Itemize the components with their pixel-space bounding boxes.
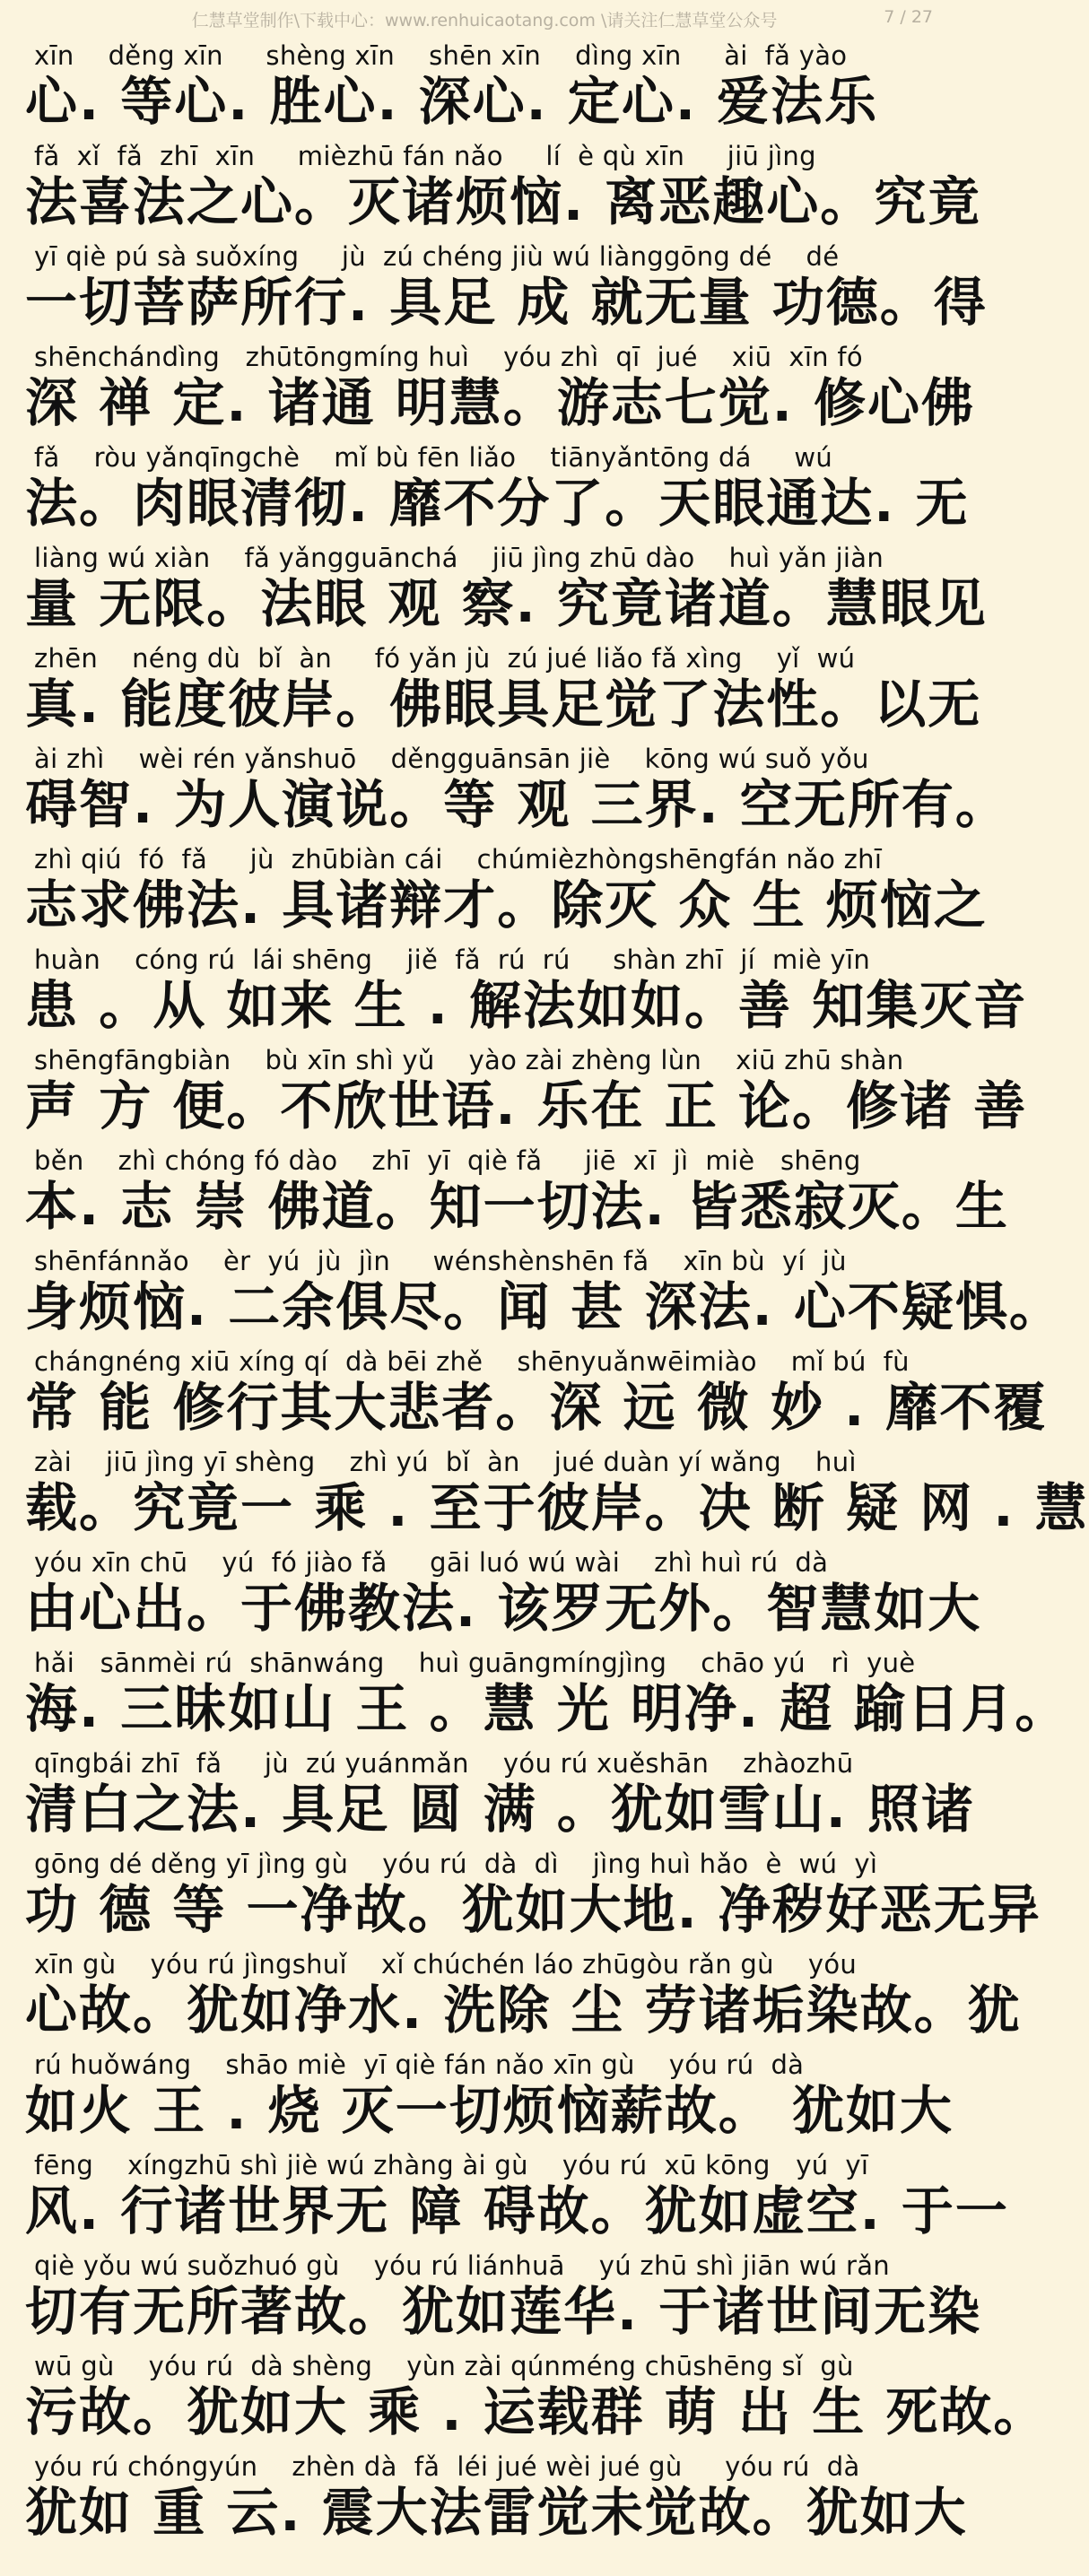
scripture-text-body [0, 36, 1089, 2547]
pinyin-line: xīn gù yóu rú jìngshuǐ xǐ chúchén láo zhūgòu rǎn gù yóu [34, 1949, 858, 1980]
pinyin-line: rú huǒwáng shāo miè yī qiè fán nǎo xīn gù yóu rú dà [34, 2049, 805, 2080]
pinyin-line: qiè yǒu wú suǒzhuó gù yóu rú liánhuā yú zhū shì jiān wú rǎn [34, 2250, 890, 2281]
text-line [0, 36, 969, 136]
text-line [0, 2346, 1048, 2447]
hanzi-line: 海. 三昧如山 王 。慧 光 明净. 超 踰日月。 [25, 1678, 1069, 1739]
pinyin-line: zài jiū jìng yī shèng zhì yú bǐ àn jué duàn yí wǎng huì [34, 1447, 857, 1477]
hanzi-line: 风. 行诸世界无 障 碍故。犹如虚空. 于一 [25, 2180, 1009, 2241]
text-line [0, 1643, 1069, 1744]
page-header [0, 0, 969, 36]
text-line [0, 1744, 976, 1844]
pinyin-line: shēngfāngbiàn bù xīn shì yǔ yào zài zhèng lùn xiū zhū shàn [34, 1045, 904, 1075]
text-line [0, 2447, 969, 2547]
text-line [0, 940, 1028, 1040]
hanzi-line: 心. 等心. 胜心. 深心. 定心. 爱法乐 [25, 71, 879, 132]
hanzi-line: 心故。犹如净水. 洗除 尘 劳诸垢染故。犹 [25, 1980, 1022, 2041]
pinyin-line: chángnéng xiū xíng qí dà bēi zhě shēnyuǎnwēimiào mǐ bú fù [34, 1346, 910, 1377]
text-line [0, 1141, 1009, 1241]
text-line [0, 840, 988, 940]
hanzi-line: 功 德 等 一净故。犹如大地. 净秽好恶无异 [25, 1879, 1041, 1940]
hanzi-line: 声 方 便。不欣世语. 乐在 正 论。修诸 善 [25, 1075, 1028, 1136]
pinyin-line: liàng wú xiàn fǎ yǎngguānchá jiū jìng zhū dào huì yǎn jiàn [34, 543, 884, 573]
text-line [0, 438, 969, 538]
pinyin-line: zhēn néng dù bǐ àn fó yǎn jù zú jué liǎo fǎ xìng yǐ wú [34, 643, 856, 674]
text-line [0, 1342, 1048, 1442]
hanzi-line: 法。肉眼清彻. 靡不分了。天眼通达. 无 [25, 473, 970, 534]
pinyin-line: fǎ xǐ fǎ zhī xīn mièzhū fán nǎo lí è qù xīn jiū jìng [34, 141, 816, 171]
hanzi-line: 志求佛法. 具诸辩才。除灭 众 生 烦恼之 [25, 875, 988, 936]
hanzi-line: 犹如 重 云. 震大法雷觉未觉故。犹如大 [25, 2482, 968, 2543]
text-line [0, 136, 982, 237]
text-line [0, 337, 976, 438]
text-line [0, 2045, 969, 2145]
pinyin-line: gōng dé děng yī jìng gù yóu rú dà dì jìng huì hǎo è wú yì [34, 1849, 878, 1879]
pinyin-line: ài zhì wèi rén yǎnshuō děngguānsān jiè kōng wú suǒ yǒu [34, 744, 869, 774]
pinyin-line: shēnfánnǎo èr yú jù jìn wénshènshēn fǎ xīn bù yí jù [34, 1246, 847, 1276]
pinyin-line: yī qiè pú sà suǒxíng jù zú chéng jiù wú liànggōng dé dé [34, 241, 840, 272]
text-line [0, 1844, 1041, 1945]
text-line [0, 538, 988, 639]
hanzi-line: 深 禅 定. 诸通 明慧。游志七觉. 修心佛 [25, 372, 976, 433]
hanzi-line: 真. 能度彼岸。佛眼具足觉了法性。以无 [25, 674, 982, 735]
text-line [0, 639, 982, 739]
hanzi-line: 身烦恼. 二余俱尽。闻 甚 深法. 心不疑惧。 [25, 1276, 1063, 1337]
hanzi-line: 清白之法. 具足 圆 满 。犹如雪山. 照诸 [25, 1779, 976, 1840]
text-line [0, 1543, 982, 1643]
hanzi-line: 一切菩萨所行. 具足 成 就无量 功德。得 [25, 272, 988, 333]
hanzi-line: 由心出。于佛教法. 该罗无外。智慧如大 [25, 1578, 982, 1639]
hanzi-line: 本. 志 崇 佛道。知一切法. 皆悉寂灭。生 [25, 1176, 1009, 1237]
pinyin-line: yóu rú chóngyún zhèn dà fǎ léi jué wèi jué gù yóu rú dà [34, 2451, 860, 2482]
text-line [0, 739, 1009, 840]
pinyin-line: shēnchándìng zhūtōngmíng huì yóu zhì qī jué xiū xīn fó [34, 342, 863, 372]
hanzi-line: 法喜法之心。灭诸烦恼. 离恶趣心。究竟 [25, 171, 982, 232]
hanzi-line: 常 能 修行其大悲者。深 远 微 妙 . 靡不覆 [25, 1377, 1048, 1438]
hanzi-line: 碍智. 为人演说。等 观 三界. 空无所有。 [25, 774, 1009, 835]
hanzi-line: 污故。犹如大 乘 . 运载群 萌 出 生 死故。 [25, 2381, 1048, 2442]
pinyin-line: fǎ ròu yǎnqīngchè mǐ bù fēn liǎo tiānyǎntōng dá wú [34, 442, 833, 473]
pinyin-line: xīn děng xīn shèng xīn shēn xīn dìng xīn ài fǎ yào [34, 40, 848, 71]
pinyin-line: qīngbái zhī fǎ jù zú yuánmǎn yóu rú xuěshān zhàozhū [34, 1748, 854, 1779]
pinyin-line: wū gù yóu rú dà shèng yùn zài qúnméng chūshēng sǐ gù [34, 2351, 854, 2381]
pinyin-line: yóu xīn chū yú fó jiào fǎ gāi luó wú wài zhì huì rú dà [34, 1547, 829, 1578]
hanzi-line: 载。究竟一 乘 . 至于彼岸。决 断 疑 网 . 慧 [25, 1477, 1089, 1538]
pinyin-line: zhì qiú fó fǎ jù zhūbiàn cái chúmièzhòngshēngfán nǎo zhī [34, 844, 883, 875]
pinyin-line: hǎi sānmèi rú shānwáng huì guāngmíngjìng chāo yú rì yuè [34, 1648, 916, 1678]
text-line [0, 1945, 1022, 2045]
header-source-text: 仁慧草堂制作\下载中心：www.renhuicaotang.com \请关注仁慧草堂公众号 [191, 11, 778, 30]
text-line [0, 1040, 1028, 1141]
text-line [0, 1442, 1089, 1543]
pinyin-line: huàn cóng rú lái shēng jiě fǎ rú rú shàn zhī jí miè yīn [34, 944, 871, 975]
text-line [0, 2145, 1009, 2246]
text-line [0, 1241, 1063, 1342]
text-line [0, 237, 988, 337]
page-number: 7 / 27 [884, 7, 933, 27]
hanzi-line: 量 无限。法眼 观 察. 究竟诸道。慧眼见 [25, 573, 988, 634]
hanzi-line: 患 。从 如来 生 . 解法如如。善 知集灭音 [25, 975, 1028, 1036]
hanzi-line: 切有无所著故。犹如莲华. 于诸世间无染 [25, 2281, 982, 2342]
hanzi-line: 如火 王 . 烧 灭一切烦恼薪故。 犹如大 [25, 2080, 954, 2141]
pinyin-line: běn zhì chóng fó dào zhī yī qiè fǎ jiē xī jì miè shēng [34, 1145, 861, 1176]
pinyin-line: fēng xíngzhū shì jiè wú zhàng ài gù yóu rú xū kōng yú yī [34, 2150, 869, 2180]
text-line [0, 2246, 982, 2346]
